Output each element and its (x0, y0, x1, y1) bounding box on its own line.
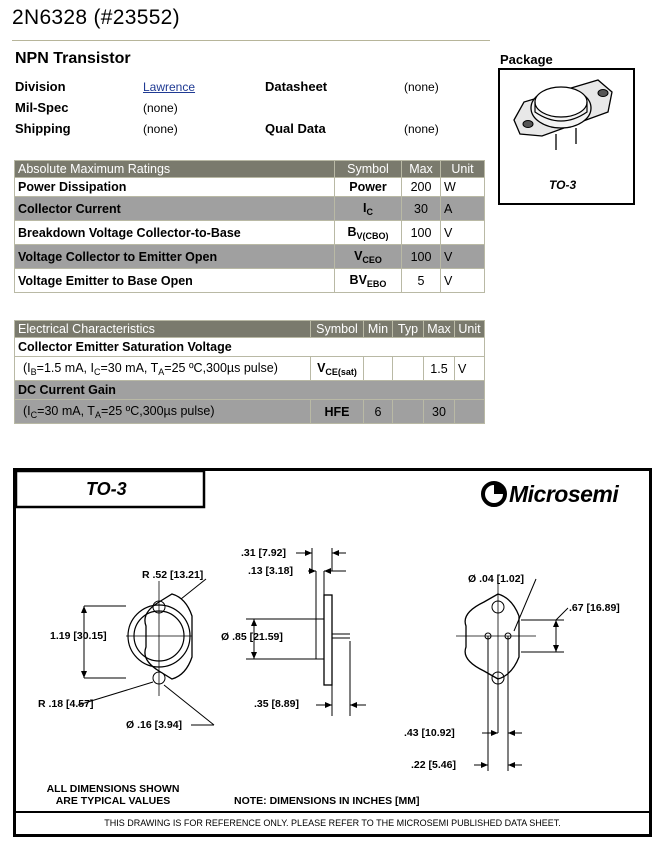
symbol-subscript: CEO (362, 254, 382, 265)
note-line: ARE TYPICAL VALUES (55, 795, 171, 807)
condition-subscript: A (94, 409, 101, 420)
condition-subscript: C (93, 366, 101, 377)
param-cell: Collector Current (15, 197, 335, 221)
condition-text: =30 mA, T (37, 403, 95, 418)
condition-text: (I (23, 360, 31, 375)
symbol-cell: Power (335, 178, 402, 197)
column-header: Absolute Maximum Ratings (15, 161, 335, 178)
table-row (15, 245, 485, 269)
unit-cell: V (455, 357, 485, 381)
qualdata-label: Qual Data (265, 121, 326, 136)
table-row (15, 178, 485, 197)
symbol-main: V (354, 248, 363, 263)
brand-name: Microsemi (509, 481, 619, 507)
typical-values-note (28, 783, 198, 807)
param-title-cell: DC Current Gain (15, 381, 485, 400)
absolute-max-ratings-table (14, 160, 485, 293)
dim-label: .22 [5.46] (411, 759, 456, 771)
table-row (15, 197, 485, 221)
symbol-subscript: EBO (366, 278, 387, 289)
column-header: Max (402, 161, 441, 178)
milspec-value: (none) (143, 101, 178, 115)
division-label: Division (15, 79, 66, 94)
datasheet-value: (none) (404, 80, 439, 94)
typ-cell (393, 400, 424, 424)
division-link[interactable]: Lawrence (143, 80, 196, 94)
unit-cell: V (441, 245, 485, 269)
dim-label: 1.19 [30.15] (50, 630, 107, 642)
max-cell: 5 (402, 269, 441, 293)
table-row (15, 400, 485, 424)
dim-label: R .52 [13.21] (142, 569, 204, 581)
param-cell: Voltage Collector to Emitter Open (15, 245, 335, 269)
symbol-subscript: CE(sat) (325, 366, 357, 377)
column-header: Unit (441, 161, 485, 178)
condition-cell (15, 400, 311, 424)
dim-label: Ø .85 [21.59] (221, 631, 283, 643)
condition-subscript: B (30, 366, 37, 377)
column-header: Typ (393, 321, 424, 338)
param-cell: Voltage Emitter to Base Open (15, 269, 335, 293)
page-title: 2N6328 (#23552) (12, 6, 180, 29)
note-line: ALL DIMENSIONS SHOWN (46, 783, 180, 795)
table-header-row (15, 321, 485, 338)
condition-text: =30 mA, T (100, 360, 159, 375)
dim-label: .67 [16.89] (569, 602, 620, 614)
column-header: Min (364, 321, 393, 338)
unit-cell: W (441, 178, 485, 197)
max-cell: 100 (402, 221, 441, 245)
typ-cell (393, 357, 424, 381)
units-note: NOTE: DIMENSIONS IN INCHES [MM] (234, 795, 420, 807)
unit-cell: V (441, 221, 485, 245)
table-row (15, 338, 485, 357)
unit-cell: A (441, 197, 485, 221)
side-case-top (316, 619, 324, 659)
column-header: Unit (455, 321, 485, 338)
dim-label: .35 [8.89] (254, 698, 299, 710)
microsemi-logo (483, 483, 505, 505)
drawing-title: TO-3 (86, 479, 127, 499)
side-flange (324, 595, 332, 685)
min-cell (364, 357, 393, 381)
unit-cell (455, 400, 485, 424)
param-title-cell: Collector Emitter Saturation Voltage (15, 338, 485, 357)
symbol-cell (335, 221, 402, 245)
table-row (15, 381, 485, 400)
min-cell: 6 (364, 400, 393, 424)
symbol-subscript: C (366, 206, 373, 217)
symbol-cell (335, 245, 402, 269)
dim-label: .13 [3.18] (248, 565, 293, 577)
param-cell: Power Dissipation (15, 178, 335, 197)
qualdata-value: (none) (404, 122, 439, 136)
symbol-main: I (363, 200, 367, 215)
condition-text: =1.5 mA, I (36, 360, 94, 375)
max-cell: 30 (424, 400, 455, 424)
milspec-label: Mil-Spec (15, 100, 69, 115)
title-divider (12, 40, 490, 41)
symbol-cell (335, 197, 402, 221)
symbol-main: B (347, 224, 357, 239)
max-cell: 200 (402, 178, 441, 197)
symbol-main: BV (349, 272, 367, 287)
package-label: Package (500, 52, 553, 67)
package-outline-drawing (13, 468, 652, 837)
unit-cell: V (441, 269, 485, 293)
table-header-row (15, 161, 485, 178)
max-cell: 30 (402, 197, 441, 221)
condition-cell (15, 357, 311, 381)
symbol-cell (335, 269, 402, 293)
dim-label: .31 [7.92] (241, 547, 286, 559)
table-row (15, 269, 485, 293)
column-header: Symbol (311, 321, 364, 338)
table-row (15, 357, 485, 381)
condition-text: =25 ºC,300µs pulse) (164, 360, 278, 375)
symbol-main: V (317, 360, 326, 375)
condition-text: =25 ºC,300µs pulse) (100, 403, 215, 418)
dim-label: R .18 [4.57] (38, 698, 94, 710)
datasheet-label: Datasheet (265, 79, 328, 94)
column-header: Max (424, 321, 455, 338)
column-header: Electrical Characteristics (15, 321, 311, 338)
param-cell: Breakdown Voltage Collector-to-Base (15, 221, 335, 245)
package-caption: TO-3 (549, 178, 577, 192)
symbol-subscript: V(CBO) (356, 230, 389, 241)
drawing-footer-disclaimer: THIS DRAWING IS FOR REFERENCE ONLY. PLEASE REFER TO THE MICROSEMI PUBLISHED DATA SHEET. (104, 818, 561, 828)
symbol-cell: HFE (311, 400, 364, 424)
max-cell: 1.5 (424, 357, 455, 381)
shipping-value: (none) (143, 122, 178, 136)
drawing-canvas (16, 471, 649, 834)
dim-label: Ø .04 [1.02] (468, 573, 525, 585)
electrical-characteristics-table (14, 320, 485, 424)
condition-subscript: A (158, 366, 165, 377)
section-title: NPN Transistor (15, 50, 131, 67)
symbol-cell (311, 357, 364, 381)
condition-text: (I (23, 403, 31, 418)
column-header: Symbol (335, 161, 402, 178)
condition-subscript: C (30, 409, 38, 420)
dim-label: .43 [10.92] (404, 727, 455, 739)
table-row (15, 221, 485, 245)
dim-label: Ø .16 [3.94] (126, 719, 183, 731)
shipping-label: Shipping (15, 121, 71, 136)
max-cell: 100 (402, 245, 441, 269)
